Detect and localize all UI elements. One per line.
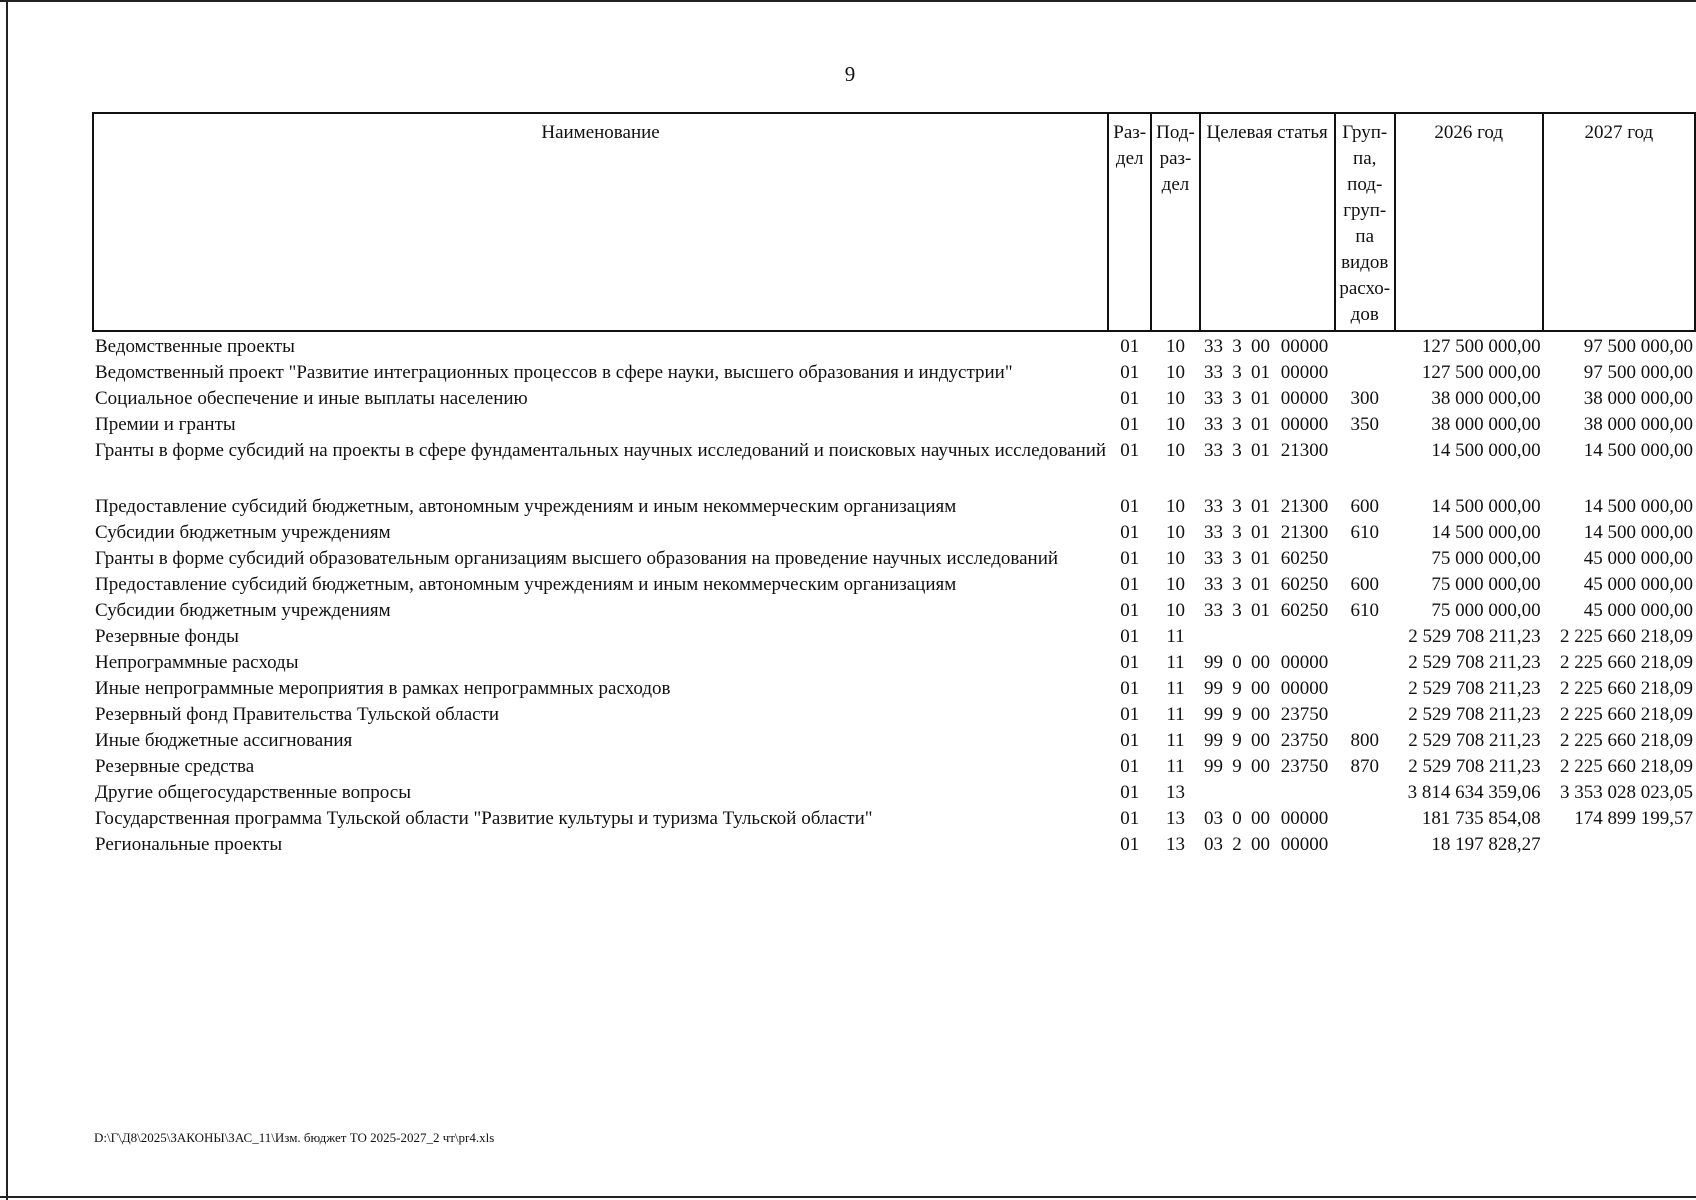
row-2027: 97 500 000,00 — [1583, 336, 1693, 357]
row-target-3: 01 — [1250, 440, 1270, 461]
row-target-2: 2 — [1232, 834, 1242, 855]
row-razdel: 01 — [1120, 362, 1140, 383]
row-2026: 75 000 000,00 — [1431, 600, 1541, 621]
row-target-3: 00 — [1250, 678, 1270, 699]
row-podrazdel: 10 — [1165, 336, 1185, 357]
row-target-1: 99 — [1204, 756, 1223, 777]
row-group: 350 — [1350, 414, 1379, 435]
row-razdel: 01 — [1120, 522, 1140, 543]
table-row — [93, 806, 1695, 832]
row-target-2 — [1227, 624, 1246, 650]
row-target-1 — [1200, 624, 1228, 650]
row-2027: 2 225 660 218,09 — [1560, 704, 1693, 725]
row-target-3: 00 — [1250, 704, 1270, 725]
table-row — [93, 754, 1695, 780]
row-podrazdel: 11 — [1166, 756, 1185, 777]
row-name: Гранты в форме субсидий на проекты в сфере фундаментальных научных исследований и поисковых научных исследований — [95, 440, 1107, 461]
row-target-1: 33 — [1204, 388, 1223, 409]
header-2026: 2026 год — [1395, 113, 1543, 331]
row-target-3: 00 — [1250, 730, 1270, 751]
row-razdel: 01 — [1120, 834, 1140, 855]
row-2026: 2 529 708 211,23 — [1408, 678, 1541, 699]
row-group: 610 — [1350, 600, 1379, 621]
row-2026: 181 735 854,08 — [1421, 808, 1541, 829]
table-row — [93, 520, 1695, 546]
row-group — [1335, 624, 1395, 650]
page-border-left — [6, 0, 8, 1200]
header-podrazdel: Под-раз-дел — [1151, 113, 1199, 331]
row-2027: 45 000 000,00 — [1583, 574, 1693, 595]
row-target-4 — [1274, 624, 1334, 650]
page-border-bottom — [0, 1196, 1696, 1198]
row-group — [1335, 331, 1395, 360]
row-2026: 127 500 000,00 — [1421, 336, 1541, 357]
row-name: Другие общегосударственные вопросы — [95, 782, 411, 803]
row-razdel: 01 — [1120, 678, 1140, 699]
row-target-4: 00000 — [1280, 388, 1329, 409]
row-target-1: 33 — [1204, 522, 1223, 543]
row-name: Иные бюджетные ассигнования — [95, 730, 353, 751]
row-razdel: 01 — [1120, 574, 1140, 595]
row-podrazdel: 10 — [1165, 440, 1185, 461]
row-group — [1335, 702, 1395, 728]
row-name: Гранты в форме субсидий образовательным организациям высшего образования на проведение научных исследований — [95, 548, 1059, 569]
row-target-3: 00 — [1250, 834, 1270, 855]
row-target-3: 01 — [1250, 574, 1270, 595]
row-target-2: 9 — [1232, 756, 1242, 777]
row-target-2: 3 — [1232, 362, 1242, 383]
row-2027: 45 000 000,00 — [1583, 600, 1693, 621]
row-target-2: 3 — [1232, 600, 1242, 621]
row-name: Субсидии бюджетным учреждениям — [95, 522, 391, 543]
row-podrazdel: 10 — [1165, 362, 1185, 383]
table-row — [93, 438, 1695, 494]
row-2026: 2 529 708 211,23 — [1408, 704, 1541, 725]
row-target-4: 21300 — [1280, 440, 1329, 461]
row-target-3 — [1247, 624, 1275, 650]
row-podrazdel: 13 — [1165, 808, 1185, 829]
row-razdel: 01 — [1120, 704, 1140, 725]
row-name: Резервные фонды — [95, 626, 239, 647]
header-row — [93, 113, 1695, 331]
row-target-4: 60250 — [1280, 548, 1329, 569]
row-target-1: 99 — [1204, 678, 1223, 699]
row-name: Ведомственные проекты — [95, 336, 295, 357]
table-row — [93, 546, 1695, 572]
row-target-4: 23750 — [1280, 704, 1329, 725]
row-target-4: 60250 — [1280, 600, 1329, 621]
row-2026: 2 529 708 211,23 — [1408, 756, 1541, 777]
row-group: 870 — [1350, 756, 1379, 777]
row-podrazdel: 11 — [1166, 730, 1185, 751]
row-group: 600 — [1350, 574, 1379, 595]
row-target-4: 21300 — [1280, 522, 1329, 543]
row-2027 — [1543, 832, 1695, 858]
page-number: 9 — [844, 62, 856, 86]
row-target-1: 99 — [1204, 730, 1223, 751]
table-row — [93, 728, 1695, 754]
row-podrazdel: 13 — [1165, 834, 1185, 855]
row-2026: 2 529 708 211,23 — [1408, 626, 1541, 647]
row-target-2: 9 — [1232, 678, 1242, 699]
row-2027: 14 500 000,00 — [1583, 440, 1693, 461]
row-2026: 127 500 000,00 — [1421, 362, 1541, 383]
header-group: Груп-па, под-груп-па видов расхо-дов — [1335, 113, 1395, 331]
row-target-4: 00000 — [1280, 414, 1329, 435]
row-razdel: 01 — [1120, 548, 1140, 569]
table-row — [93, 386, 1695, 412]
table-body — [93, 331, 1695, 858]
row-2027: 2 225 660 218,09 — [1560, 652, 1693, 673]
row-group — [1335, 832, 1395, 858]
row-target-1: 03 — [1204, 834, 1223, 855]
row-target-4: 23750 — [1280, 730, 1329, 751]
row-2027: 2 225 660 218,09 — [1560, 730, 1693, 751]
row-group: 800 — [1350, 730, 1379, 751]
row-target-2: 0 — [1232, 808, 1242, 829]
row-2026: 2 529 708 211,23 — [1408, 730, 1541, 751]
header-razdel: Раз-дел — [1108, 113, 1151, 331]
row-podrazdel: 10 — [1165, 574, 1185, 595]
row-2027: 38 000 000,00 — [1583, 414, 1693, 435]
header-2027: 2027 год — [1543, 113, 1695, 331]
row-2027: 174 899 199,57 — [1574, 808, 1693, 829]
table-row — [93, 412, 1695, 438]
row-name: Резервные средства — [95, 756, 255, 777]
row-target-2: 3 — [1232, 388, 1242, 409]
row-group — [1335, 360, 1395, 386]
table-row — [93, 331, 1695, 360]
row-2027: 14 500 000,00 — [1583, 496, 1693, 517]
row-2026: 14 500 000,00 — [1431, 522, 1541, 543]
row-2026: 75 000 000,00 — [1431, 548, 1541, 569]
row-podrazdel: 10 — [1165, 414, 1185, 435]
row-target-2: 3 — [1232, 440, 1242, 461]
page-border-top — [0, 0, 1696, 2]
row-2027: 14 500 000,00 — [1583, 522, 1693, 543]
row-podrazdel: 10 — [1165, 522, 1185, 543]
row-target-2 — [1227, 780, 1246, 806]
row-2026: 18 197 828,27 — [1431, 834, 1541, 855]
row-2026: 3 814 634 359,06 — [1407, 782, 1541, 803]
row-target-1: 33 — [1204, 362, 1223, 383]
row-target-1: 33 — [1204, 414, 1223, 435]
row-2027: 45 000 000,00 — [1583, 548, 1693, 569]
row-razdel: 01 — [1120, 756, 1140, 777]
row-group — [1335, 546, 1395, 572]
row-podrazdel: 10 — [1165, 600, 1185, 621]
row-name: Предоставление субсидий бюджетным, автономным учреждениям и иным некоммерческим организациям — [95, 574, 957, 595]
row-group: 610 — [1350, 522, 1379, 543]
table-row — [93, 676, 1695, 702]
row-group — [1335, 438, 1395, 494]
row-target-1 — [1200, 780, 1228, 806]
row-target-4 — [1274, 780, 1334, 806]
row-2026: 2 529 708 211,23 — [1408, 652, 1541, 673]
row-2026: 38 000 000,00 — [1431, 388, 1541, 409]
row-target-3: 00 — [1250, 336, 1270, 357]
row-target-4: 00000 — [1280, 652, 1329, 673]
table-row — [93, 598, 1695, 624]
row-2027: 2 225 660 218,09 — [1560, 756, 1693, 777]
row-target-1: 33 — [1204, 574, 1223, 595]
header-target: Целевая статья — [1200, 113, 1335, 331]
file-path: D:\Г\Д8\2025\ЗАКОНЫ\ЗАС_11\Изм. бюджет ТО 2025-2027_2 чт\pr4.xls — [94, 1130, 495, 1145]
row-podrazdel: 11 — [1166, 704, 1185, 725]
row-target-3: 01 — [1250, 548, 1270, 569]
row-name: Иные непрограммные мероприятия в рамках непрограммных расходов — [95, 678, 671, 699]
row-target-4: 60250 — [1280, 574, 1329, 595]
row-target-3: 01 — [1250, 414, 1270, 435]
row-target-2: 3 — [1232, 548, 1242, 569]
row-name: Социальное обеспечение и иные выплаты населению — [95, 388, 528, 409]
row-target-3: 01 — [1250, 388, 1270, 409]
row-2027: 3 353 028 023,05 — [1560, 782, 1693, 803]
row-2027: 97 500 000,00 — [1583, 362, 1693, 383]
row-name: Региональные проекты — [95, 834, 283, 855]
row-target-2: 9 — [1232, 704, 1242, 725]
row-2027: 38 000 000,00 — [1583, 388, 1693, 409]
row-podrazdel: 10 — [1165, 496, 1185, 517]
row-razdel: 01 — [1120, 388, 1140, 409]
row-target-3: 00 — [1250, 808, 1270, 829]
row-target-4: 21300 — [1280, 496, 1329, 517]
row-razdel: 01 — [1120, 730, 1140, 751]
row-razdel: 01 — [1120, 626, 1140, 647]
row-name: Премии и гранты — [95, 414, 236, 435]
row-podrazdel: 13 — [1165, 782, 1185, 803]
row-2026: 38 000 000,00 — [1431, 414, 1541, 435]
table-row — [93, 494, 1695, 520]
row-target-1: 33 — [1204, 440, 1223, 461]
row-target-1: 03 — [1204, 808, 1223, 829]
row-podrazdel: 10 — [1165, 388, 1185, 409]
row-razdel: 01 — [1120, 496, 1140, 517]
row-2027: 2 225 660 218,09 — [1560, 626, 1693, 647]
table-row — [93, 572, 1695, 598]
row-target-1: 99 — [1204, 652, 1223, 673]
row-group — [1335, 780, 1395, 806]
row-target-2: 3 — [1232, 522, 1242, 543]
row-name: Субсидии бюджетным учреждениям — [95, 600, 391, 621]
row-target-1: 99 — [1204, 704, 1223, 725]
row-target-4: 23750 — [1280, 756, 1329, 777]
row-razdel: 01 — [1120, 414, 1140, 435]
row-target-1: 33 — [1204, 548, 1223, 569]
table-row — [93, 780, 1695, 806]
row-target-2: 3 — [1232, 414, 1242, 435]
table-row — [93, 650, 1695, 676]
row-target-1: 33 — [1204, 600, 1223, 621]
row-name: Предоставление субсидий бюджетным, автономным учреждениям и иным некоммерческим организациям — [95, 496, 957, 517]
row-name: Ведомственный проект "Развитие интеграционных процессов в сфере науки, высшего образования и индустрии" — [95, 362, 1013, 383]
row-target-2: 3 — [1232, 574, 1242, 595]
row-podrazdel: 10 — [1165, 548, 1185, 569]
row-podrazdel: 11 — [1166, 678, 1185, 699]
row-group — [1335, 650, 1395, 676]
row-razdel: 01 — [1120, 808, 1140, 829]
row-target-3: 01 — [1250, 496, 1270, 517]
table-row — [93, 624, 1695, 650]
table-row — [93, 702, 1695, 728]
row-target-3 — [1247, 780, 1275, 806]
row-podrazdel: 11 — [1166, 626, 1185, 647]
row-target-4: 00000 — [1280, 834, 1329, 855]
row-2026: 14 500 000,00 — [1431, 440, 1541, 461]
row-2026: 75 000 000,00 — [1431, 574, 1541, 595]
row-name: Непрограммные расходы — [95, 652, 299, 673]
row-target-2: 3 — [1232, 336, 1242, 357]
row-target-4: 00000 — [1280, 808, 1329, 829]
row-target-3: 01 — [1250, 362, 1270, 383]
table-row — [93, 832, 1695, 858]
row-target-3: 01 — [1250, 600, 1270, 621]
budget-table — [92, 112, 1696, 858]
row-name: Государственная программа Тульской области "Развитие культуры и туризма Тульской области" — [95, 808, 873, 829]
row-target-2: 0 — [1232, 652, 1242, 673]
row-razdel: 01 — [1120, 440, 1140, 461]
row-group — [1335, 806, 1395, 832]
row-target-3: 01 — [1250, 522, 1270, 543]
row-razdel: 01 — [1120, 600, 1140, 621]
row-target-3: 00 — [1250, 652, 1270, 673]
row-razdel: 01 — [1120, 336, 1140, 357]
row-target-2: 9 — [1232, 730, 1242, 751]
row-razdel: 01 — [1120, 652, 1140, 673]
table-row — [93, 360, 1695, 386]
row-group: 300 — [1350, 388, 1379, 409]
row-2027: 2 225 660 218,09 — [1560, 678, 1693, 699]
row-name: Резервный фонд Правительства Тульской области — [95, 704, 500, 725]
row-razdel: 01 — [1120, 782, 1140, 803]
row-target-4: 00000 — [1280, 678, 1329, 699]
row-target-1: 33 — [1204, 336, 1223, 357]
row-target-4: 00000 — [1280, 362, 1329, 383]
row-target-3: 00 — [1250, 756, 1270, 777]
row-group — [1335, 676, 1395, 702]
header-name: Наименование — [93, 113, 1108, 331]
row-group: 600 — [1350, 496, 1379, 517]
row-target-4: 00000 — [1280, 336, 1329, 357]
row-podrazdel: 11 — [1166, 652, 1185, 673]
row-target-2: 3 — [1232, 496, 1242, 517]
row-target-1: 33 — [1204, 496, 1223, 517]
row-2026: 14 500 000,00 — [1431, 496, 1541, 517]
